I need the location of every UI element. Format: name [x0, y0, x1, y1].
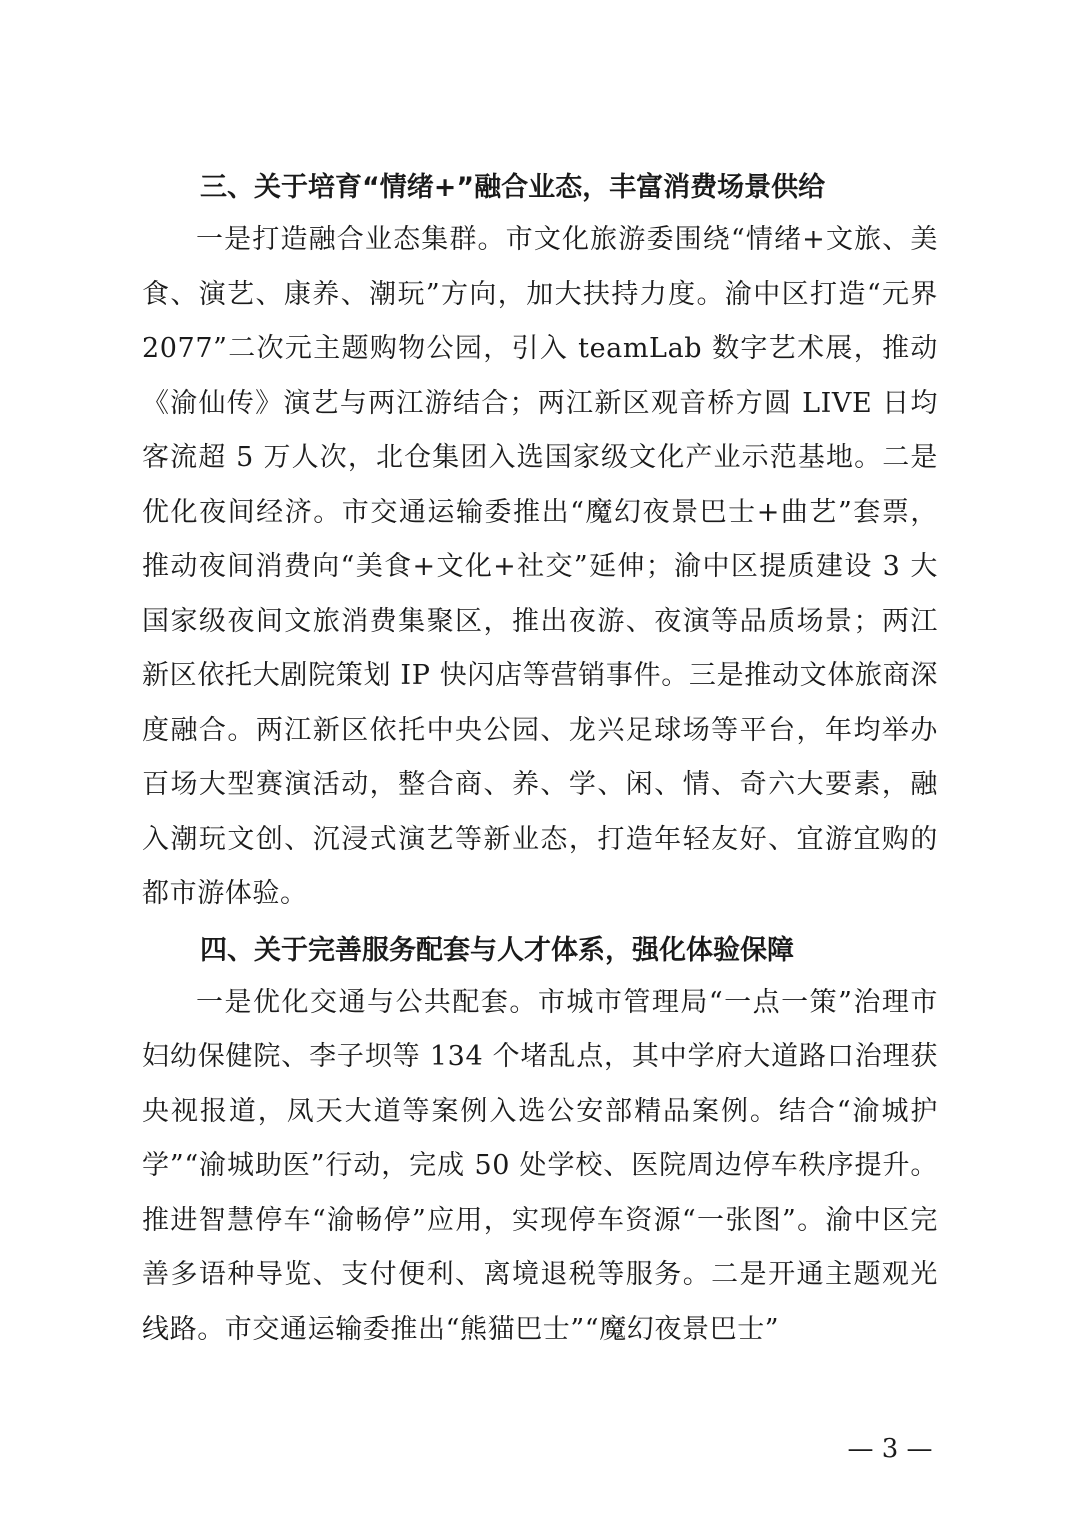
page-number: — 3 —	[847, 1434, 933, 1464]
section-paragraph-3: 一是打造融合业态集群。市文化旅游委围绕“情绪+文旅、美食、演艺、康养、潮玩”方向，加大扶持力度。渝中区打造“元界 2077”二次元主题购物公园，引入 teamLab 数字艺术展，推动《渝仙传》演艺与两江游结合；两江新区观音桥方圆 LIVE 日均客流超 5 万人次，北仓集团入选国家级文化产业示范基地。二是优化夜间经济。市交通运输委推出“魔幻夜景巴士+曲艺”套票，推动夜间消费向“美食+文化+社交”延伸；渝中区提质建设 3 大国家级夜间文旅消费集聚区，推出夜游、夜演等品质场景；两江新区依托大剧院策划 IP 快闪店等营销事件。三是推动文体旅商深度融合。两江新区依托中央公园、龙兴足球场等平台，年均举办百场大型赛演活动，整合商、养、学、闲、情、奇六大要素，融入潮玩文创、沉浸式演艺等新业态，打造年轻友好、宜游宜购的都市游体验。	[142, 224, 938, 909]
section-paragraph-4: 一是优化交通与公共配套。市城市管理局“一点一策”治理市妇幼保健院、李子坝等 134 个堵乱点，其中学府大道路口治理获央视报道，凤天大道等案例入选公安部精品案例。结合“渝城护学”“渝城助医”行动，完成 50 处学校、医院周边停车秩序提升。推进智慧停车“渝畅停”应用，实现停车资源“一张图”。渝中区完善多语种导览、支付便利、离境退税等服务。二是开通主题观光线路。市交通运输委推出“熊猫巴士”“魔幻夜景巴士”	[142, 986, 938, 1345]
document-body	[142, 163, 938, 1357]
section-heading-3: 三、关于培育“情绪+”融合业态，丰富消费场景供给	[200, 172, 826, 203]
section-heading-4: 四、关于完善服务配套与人才体系，强化体验保障	[200, 934, 794, 966]
